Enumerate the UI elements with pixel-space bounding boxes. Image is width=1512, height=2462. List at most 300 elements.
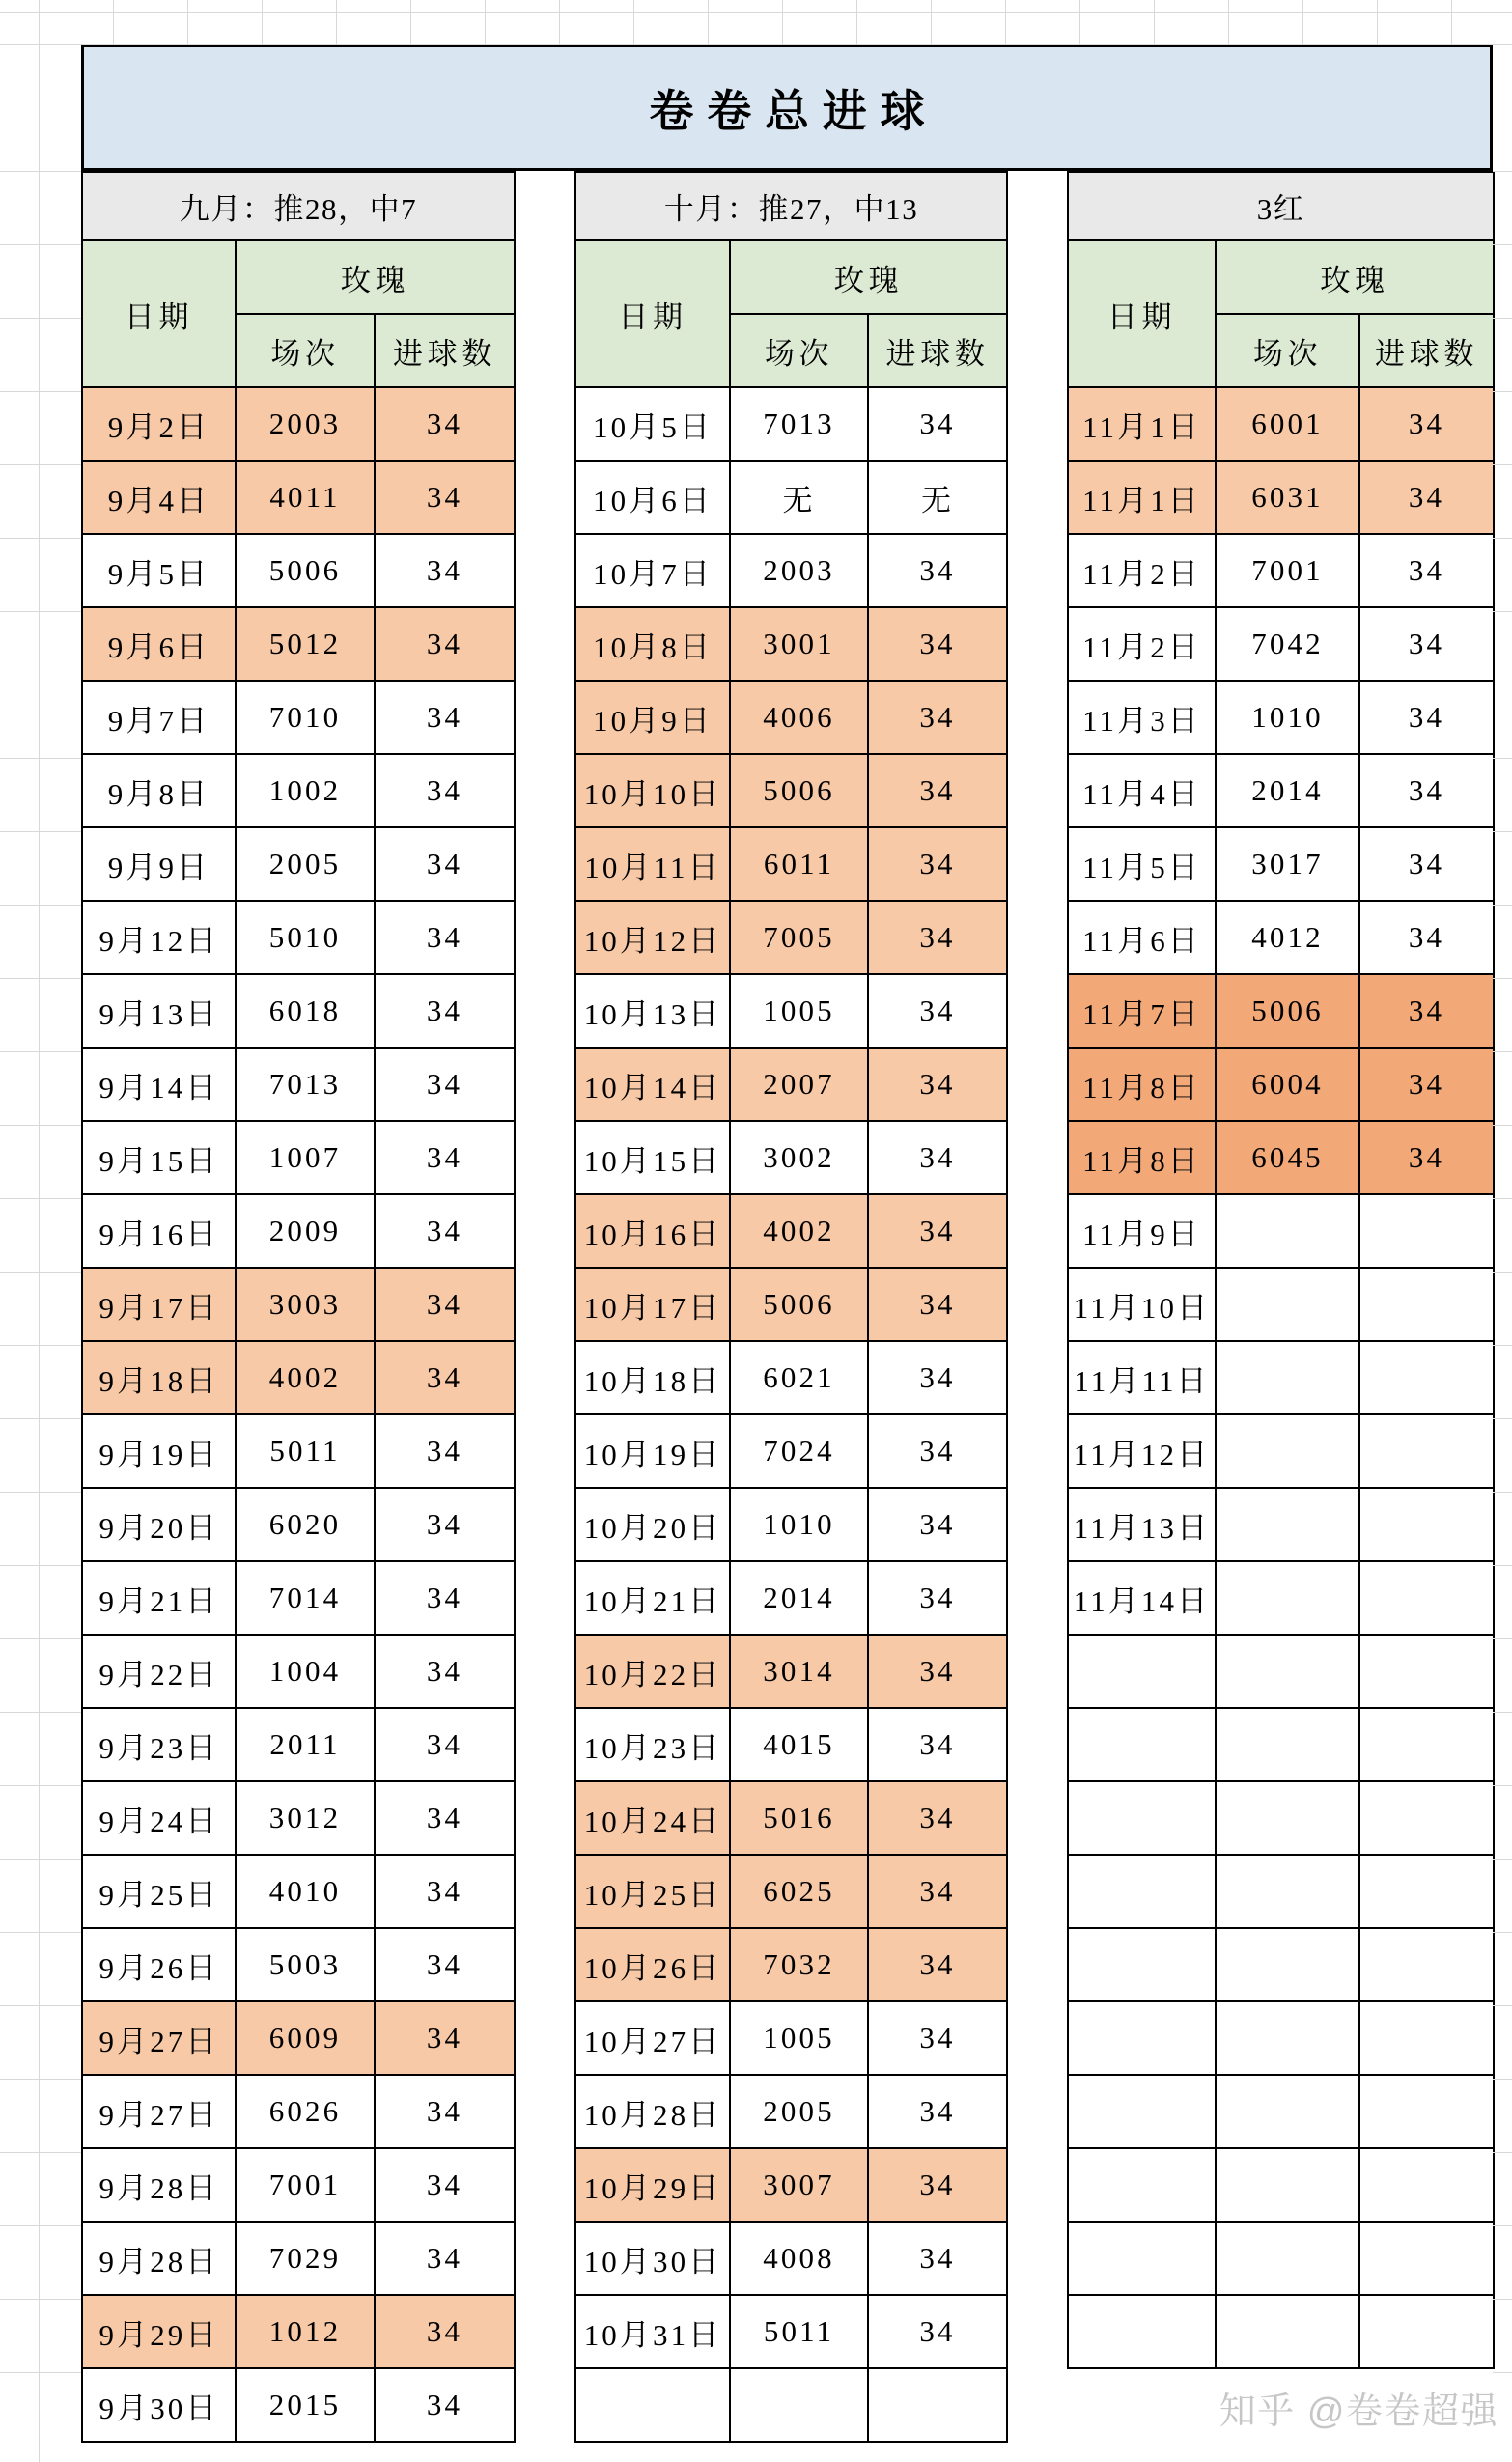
- gridline: [485, 0, 486, 44]
- date-cell: 10月22日: [575, 1635, 730, 1708]
- table-row: [575, 607, 1007, 681]
- match-cell: 4011: [236, 461, 375, 534]
- table-row: [1068, 1708, 1494, 1781]
- date-cell: 11月7日: [1068, 974, 1216, 1048]
- match-cell: 3003: [236, 1268, 375, 1341]
- date-cell: [1068, 2295, 1216, 2368]
- date-cell: 11月2日: [1068, 607, 1216, 681]
- match-cell: 7010: [236, 681, 375, 754]
- table-row: [575, 1708, 1007, 1781]
- table-row: [1068, 1194, 1494, 1268]
- gridline: [0, 1638, 81, 1639]
- gridline: [0, 1418, 81, 1419]
- match-cell: [1216, 1635, 1359, 1708]
- table-row: [1068, 1268, 1494, 1341]
- gridline: [0, 2152, 81, 2153]
- gridline: [708, 0, 709, 44]
- match-cell: 6020: [236, 1488, 375, 1561]
- date-cell: 9月20日: [82, 1488, 236, 1561]
- match-cell: 3012: [236, 1781, 375, 1855]
- date-cell: 9月13日: [82, 974, 236, 1048]
- gridline: [1493, 391, 1512, 392]
- goals-cell: 34: [868, 1048, 1007, 1121]
- goals-cell: 34: [375, 1561, 515, 1635]
- goals-cell: 34: [375, 1708, 515, 1781]
- match-cell: 5016: [730, 1781, 868, 1855]
- gridline: [1493, 1492, 1512, 1493]
- goals-cell: 34: [868, 1635, 1007, 1708]
- gridline: [1493, 978, 1512, 979]
- table-row: [82, 1268, 515, 1341]
- gridline: [1377, 0, 1378, 44]
- date-cell: 10月28日: [575, 2075, 730, 2148]
- date-cell: 10月25日: [575, 1855, 730, 1928]
- match-cell: [1216, 1414, 1359, 1488]
- match-cell: 6045: [1216, 1121, 1359, 1194]
- match-cell: 7001: [1216, 534, 1359, 607]
- table-row: [1068, 827, 1494, 901]
- date-cell: 9月19日: [82, 1414, 236, 1488]
- table-row: [575, 2368, 1007, 2442]
- table-row: [1068, 2148, 1494, 2222]
- gridline: [0, 1272, 81, 1273]
- goals-cell: [1359, 1635, 1494, 1708]
- table-row: [575, 534, 1007, 607]
- date-cell: 10月17日: [575, 1268, 730, 1341]
- date-cell: 10月16日: [575, 1194, 730, 1268]
- table-row: [82, 1048, 515, 1121]
- table-row: [82, 461, 515, 534]
- match-cell: 5003: [236, 1928, 375, 2001]
- gridline: [782, 0, 783, 44]
- goals-cell: [1359, 1708, 1494, 1781]
- col-header-date: 日期: [575, 240, 730, 387]
- month-table-2: [574, 171, 1008, 2443]
- gridline: [1493, 1198, 1512, 1199]
- gridline: [1493, 1418, 1512, 1419]
- date-cell: 10月7日: [575, 534, 730, 607]
- goals-cell: 34: [375, 1414, 515, 1488]
- goals-cell: 34: [375, 534, 515, 607]
- col-header-group: 玫瑰: [236, 240, 515, 314]
- goals-cell: [1359, 2295, 1494, 2368]
- date-cell: 11月2日: [1068, 534, 1216, 607]
- table-row: [575, 2222, 1007, 2295]
- table-row: [575, 1121, 1007, 1194]
- gridline: [1154, 0, 1155, 44]
- table-row: [575, 1048, 1007, 1121]
- match-cell: 2014: [730, 1561, 868, 1635]
- goals-cell: [1359, 1414, 1494, 1488]
- match-cell: 6011: [730, 827, 868, 901]
- match-cell: 4012: [1216, 901, 1359, 974]
- goals-cell: 34: [868, 1855, 1007, 1928]
- date-cell: 9月28日: [82, 2148, 236, 2222]
- date-cell: 11月4日: [1068, 754, 1216, 827]
- gridline: [1493, 1345, 1512, 1346]
- goals-cell: 34: [1359, 1048, 1494, 1121]
- match-cell: 5011: [730, 2295, 868, 2368]
- match-cell: [1216, 1928, 1359, 2001]
- match-cell: [1216, 1561, 1359, 1635]
- match-cell: [1216, 1708, 1359, 1781]
- gridline: [0, 12, 1512, 13]
- gridline: [0, 318, 81, 319]
- gridline: [0, 611, 81, 612]
- date-cell: 10月10日: [575, 754, 730, 827]
- match-cell: 2005: [730, 2075, 868, 2148]
- gridline: [0, 831, 81, 832]
- match-cell: 2014: [1216, 754, 1359, 827]
- table-row: [82, 2368, 515, 2442]
- table-row: [1068, 974, 1494, 1048]
- goals-cell: [868, 2368, 1007, 2442]
- match-cell: 7013: [730, 387, 868, 461]
- match-cell: 7029: [236, 2222, 375, 2295]
- table-row: [575, 2001, 1007, 2075]
- section-header: 九月：推28，中7: [82, 172, 515, 240]
- date-cell: 10月31日: [575, 2295, 730, 2368]
- date-cell: 10月9日: [575, 681, 730, 754]
- table-row: [1068, 681, 1494, 754]
- goals-cell: 无: [868, 461, 1007, 534]
- date-cell: 9月22日: [82, 1635, 236, 1708]
- table-row: [82, 534, 515, 607]
- month-table-1: [81, 171, 516, 2443]
- match-cell: [1216, 2001, 1359, 2075]
- goals-cell: 34: [375, 607, 515, 681]
- col-header-match: 场次: [730, 314, 868, 387]
- goals-cell: 34: [868, 1708, 1007, 1781]
- goals-cell: 34: [375, 2222, 515, 2295]
- match-cell: [1216, 1341, 1359, 1414]
- gridline: [1493, 1051, 1512, 1052]
- goals-cell: 34: [868, 1414, 1007, 1488]
- table-row: [82, 1928, 515, 2001]
- goals-cell: 34: [1359, 974, 1494, 1048]
- match-cell: 7032: [730, 1928, 868, 2001]
- goals-cell: 34: [375, 2001, 515, 2075]
- date-cell: [1068, 1855, 1216, 1928]
- date-cell: 10月20日: [575, 1488, 730, 1561]
- date-cell: 9月28日: [82, 2222, 236, 2295]
- match-cell: 4006: [730, 681, 868, 754]
- date-cell: 9月18日: [82, 1341, 236, 1414]
- goals-cell: [1359, 2001, 1494, 2075]
- goals-cell: 34: [375, 2148, 515, 2222]
- gridline: [1493, 2225, 1512, 2226]
- gridline: [0, 244, 81, 245]
- match-cell: 4008: [730, 2222, 868, 2295]
- date-cell: 9月5日: [82, 534, 236, 607]
- goals-cell: 34: [375, 2368, 515, 2442]
- goals-cell: 34: [868, 2148, 1007, 2222]
- match-cell: 7001: [236, 2148, 375, 2222]
- gridline: [931, 0, 932, 44]
- date-cell: [1068, 1635, 1216, 1708]
- gridline: [0, 171, 81, 172]
- match-cell: 3014: [730, 1635, 868, 1708]
- table-row: [82, 827, 515, 901]
- goals-cell: 34: [868, 1561, 1007, 1635]
- table-row: [1068, 2075, 1494, 2148]
- date-cell: 11月10日: [1068, 1268, 1216, 1341]
- goals-cell: 34: [868, 1928, 1007, 2001]
- date-cell: 10月14日: [575, 1048, 730, 1121]
- match-cell: 6021: [730, 1341, 868, 1414]
- date-cell: 10月21日: [575, 1561, 730, 1635]
- date-cell: 9月23日: [82, 1708, 236, 1781]
- date-cell: 9月30日: [82, 2368, 236, 2442]
- match-cell: [1216, 2222, 1359, 2295]
- date-cell: 10月26日: [575, 1928, 730, 2001]
- gridline: [0, 1051, 81, 1052]
- date-cell: 10月18日: [575, 1341, 730, 1414]
- match-cell: 3007: [730, 2148, 868, 2222]
- gridline: [0, 1345, 81, 1346]
- table-row: [82, 1708, 515, 1781]
- month-table-3: [1067, 171, 1495, 2369]
- gridline: [0, 391, 81, 392]
- table-row: [82, 2148, 515, 2222]
- gridline: [633, 0, 634, 44]
- goals-cell: 34: [375, 1635, 515, 1708]
- goals-cell: 34: [1359, 681, 1494, 754]
- goals-cell: 34: [868, 681, 1007, 754]
- match-cell: 1007: [236, 1121, 375, 1194]
- section-header: 十月：推27，中13: [575, 172, 1007, 240]
- match-cell: 7042: [1216, 607, 1359, 681]
- date-cell: [1068, 1708, 1216, 1781]
- date-cell: 11月13日: [1068, 1488, 1216, 1561]
- date-cell: 10月6日: [575, 461, 730, 534]
- table-row: [1068, 1121, 1494, 1194]
- match-cell: 2011: [236, 1708, 375, 1781]
- gridline: [1302, 0, 1303, 44]
- goals-cell: 34: [1359, 754, 1494, 827]
- match-cell: 6009: [236, 2001, 375, 2075]
- gridline: [0, 2079, 81, 2080]
- table-row: [575, 1781, 1007, 1855]
- table-row: [575, 1488, 1007, 1561]
- table-row: [82, 2222, 515, 2295]
- gridline: [1493, 758, 1512, 759]
- goals-cell: [1359, 1488, 1494, 1561]
- match-cell: [730, 2368, 868, 2442]
- table-row: [82, 1488, 515, 1561]
- match-cell: 3017: [1216, 827, 1359, 901]
- col-header-goals: 进球数: [1359, 314, 1494, 387]
- gridline: [1493, 1859, 1512, 1860]
- table-row: [1068, 1414, 1494, 1488]
- goals-cell: 34: [375, 1268, 515, 1341]
- match-cell: 7014: [236, 1561, 375, 1635]
- gridline: [0, 1198, 81, 1199]
- gridline: [1451, 0, 1452, 44]
- goals-cell: 34: [375, 827, 515, 901]
- gridline: [0, 1492, 81, 1493]
- table-row: [575, 2075, 1007, 2148]
- gridline: [0, 758, 81, 759]
- goals-cell: 34: [375, 1928, 515, 2001]
- gridline: [0, 2299, 81, 2300]
- goals-cell: 34: [1359, 461, 1494, 534]
- table-row: [82, 1635, 515, 1708]
- gridline: [1493, 1712, 1512, 1713]
- gridline: [1493, 2372, 1512, 2373]
- goals-cell: 34: [868, 1121, 1007, 1194]
- match-cell: 2005: [236, 827, 375, 901]
- table-row: [1068, 1928, 1494, 2001]
- goals-cell: 34: [868, 827, 1007, 901]
- table-row: [1068, 2295, 1494, 2368]
- date-cell: 11月5日: [1068, 827, 1216, 901]
- col-header-group: 玫瑰: [730, 240, 1007, 314]
- date-cell: 9月9日: [82, 827, 236, 901]
- match-cell: 2009: [236, 1194, 375, 1268]
- table-row: [82, 2295, 515, 2368]
- match-cell: [1216, 1781, 1359, 1855]
- date-cell: [1068, 2001, 1216, 2075]
- table-row: [82, 1781, 515, 1855]
- goals-cell: 34: [868, 1194, 1007, 1268]
- table-row: [575, 1855, 1007, 1928]
- match-cell: 5010: [236, 901, 375, 974]
- date-cell: 9月24日: [82, 1781, 236, 1855]
- gridline: [1493, 2299, 1512, 2300]
- table-row: [82, 387, 515, 461]
- goals-cell: [1359, 1341, 1494, 1414]
- goals-cell: 34: [1359, 534, 1494, 607]
- goals-cell: 34: [868, 607, 1007, 681]
- date-cell: 9月6日: [82, 607, 236, 681]
- gridline: [0, 464, 81, 465]
- goals-cell: 34: [375, 754, 515, 827]
- date-cell: [575, 2368, 730, 2442]
- goals-cell: 34: [868, 2075, 1007, 2148]
- table-row: [82, 607, 515, 681]
- gridline: [1493, 2152, 1512, 2153]
- gridline: [1493, 1932, 1512, 1933]
- date-cell: 10月30日: [575, 2222, 730, 2295]
- table-row: [1068, 1488, 1494, 1561]
- gridline: [1493, 831, 1512, 832]
- table-row: [1068, 1561, 1494, 1635]
- gridline: [856, 0, 857, 44]
- match-cell: 无: [730, 461, 868, 534]
- table-row: [575, 681, 1007, 754]
- table-row: [575, 2148, 1007, 2222]
- table-row: [82, 1194, 515, 1268]
- match-cell: 5006: [236, 534, 375, 607]
- date-cell: 9月2日: [82, 387, 236, 461]
- gridline: [1493, 244, 1512, 245]
- table-row: [575, 974, 1007, 1048]
- table-row: [82, 1414, 515, 1488]
- title-banner: [81, 44, 1493, 171]
- goals-cell: 34: [375, 2075, 515, 2148]
- gridline: [1079, 0, 1080, 44]
- match-cell: [1216, 2295, 1359, 2368]
- goals-cell: [1359, 1268, 1494, 1341]
- goals-cell: 34: [375, 461, 515, 534]
- match-cell: 4002: [236, 1341, 375, 1414]
- goals-cell: 34: [375, 1048, 515, 1121]
- date-cell: 10月23日: [575, 1708, 730, 1781]
- goals-cell: 34: [375, 387, 515, 461]
- gridline: [1493, 1638, 1512, 1639]
- gridline: [1493, 1125, 1512, 1126]
- col-header-match: 场次: [1216, 314, 1359, 387]
- match-cell: 7013: [236, 1048, 375, 1121]
- table-row: [1068, 1635, 1494, 1708]
- table-row: [575, 754, 1007, 827]
- gridline: [1493, 611, 1512, 612]
- date-cell: 10月29日: [575, 2148, 730, 2222]
- col-header-goals: 进球数: [375, 314, 515, 387]
- match-cell: 6031: [1216, 461, 1359, 534]
- page-title: 卷卷总进球: [649, 85, 938, 136]
- date-cell: 9月27日: [82, 2001, 236, 2075]
- date-cell: [1068, 2148, 1216, 2222]
- table-row: [575, 1268, 1007, 1341]
- match-cell: 1010: [1216, 681, 1359, 754]
- match-cell: 4010: [236, 1855, 375, 1928]
- date-cell: [1068, 1928, 1216, 2001]
- date-cell: 10月24日: [575, 1781, 730, 1855]
- watermark: 知乎 @卷卷超强: [1218, 2392, 1498, 2432]
- match-cell: [1216, 2148, 1359, 2222]
- goals-cell: [1359, 1561, 1494, 1635]
- date-cell: 9月12日: [82, 901, 236, 974]
- date-cell: 9月16日: [82, 1194, 236, 1268]
- goals-cell: 34: [868, 2001, 1007, 2075]
- goals-cell: 34: [375, 1488, 515, 1561]
- gridline: [0, 1859, 81, 1860]
- match-cell: 2015: [236, 2368, 375, 2442]
- table-row: [575, 1561, 1007, 1635]
- col-header-goals: 进球数: [868, 314, 1007, 387]
- table-row: [1068, 387, 1494, 461]
- match-cell: 1005: [730, 974, 868, 1048]
- match-cell: 1004: [236, 1635, 375, 1708]
- goals-cell: 34: [868, 1341, 1007, 1414]
- goals-cell: 34: [375, 901, 515, 974]
- match-cell: 1010: [730, 1488, 868, 1561]
- gridline: [1493, 318, 1512, 319]
- gridline: [1493, 538, 1512, 539]
- gridline: [187, 0, 188, 44]
- table-row: [1068, 2001, 1494, 2075]
- goals-cell: 34: [868, 901, 1007, 974]
- date-cell: 10月8日: [575, 607, 730, 681]
- gridline: [1228, 0, 1229, 44]
- goals-cell: 34: [375, 1781, 515, 1855]
- gridline: [0, 1785, 81, 1786]
- date-cell: 9月25日: [82, 1855, 236, 1928]
- table-row: [1068, 754, 1494, 827]
- gridline: [1493, 1565, 1512, 1566]
- table-row: [82, 1341, 515, 1414]
- gridline: [0, 44, 1512, 45]
- goals-cell: 34: [375, 1855, 515, 1928]
- goals-cell: 34: [375, 1341, 515, 1414]
- date-cell: 11月12日: [1068, 1414, 1216, 1488]
- gridline: [262, 0, 263, 44]
- date-cell: 11月11日: [1068, 1341, 1216, 1414]
- match-cell: 4002: [730, 1194, 868, 1268]
- gridline: [1493, 905, 1512, 906]
